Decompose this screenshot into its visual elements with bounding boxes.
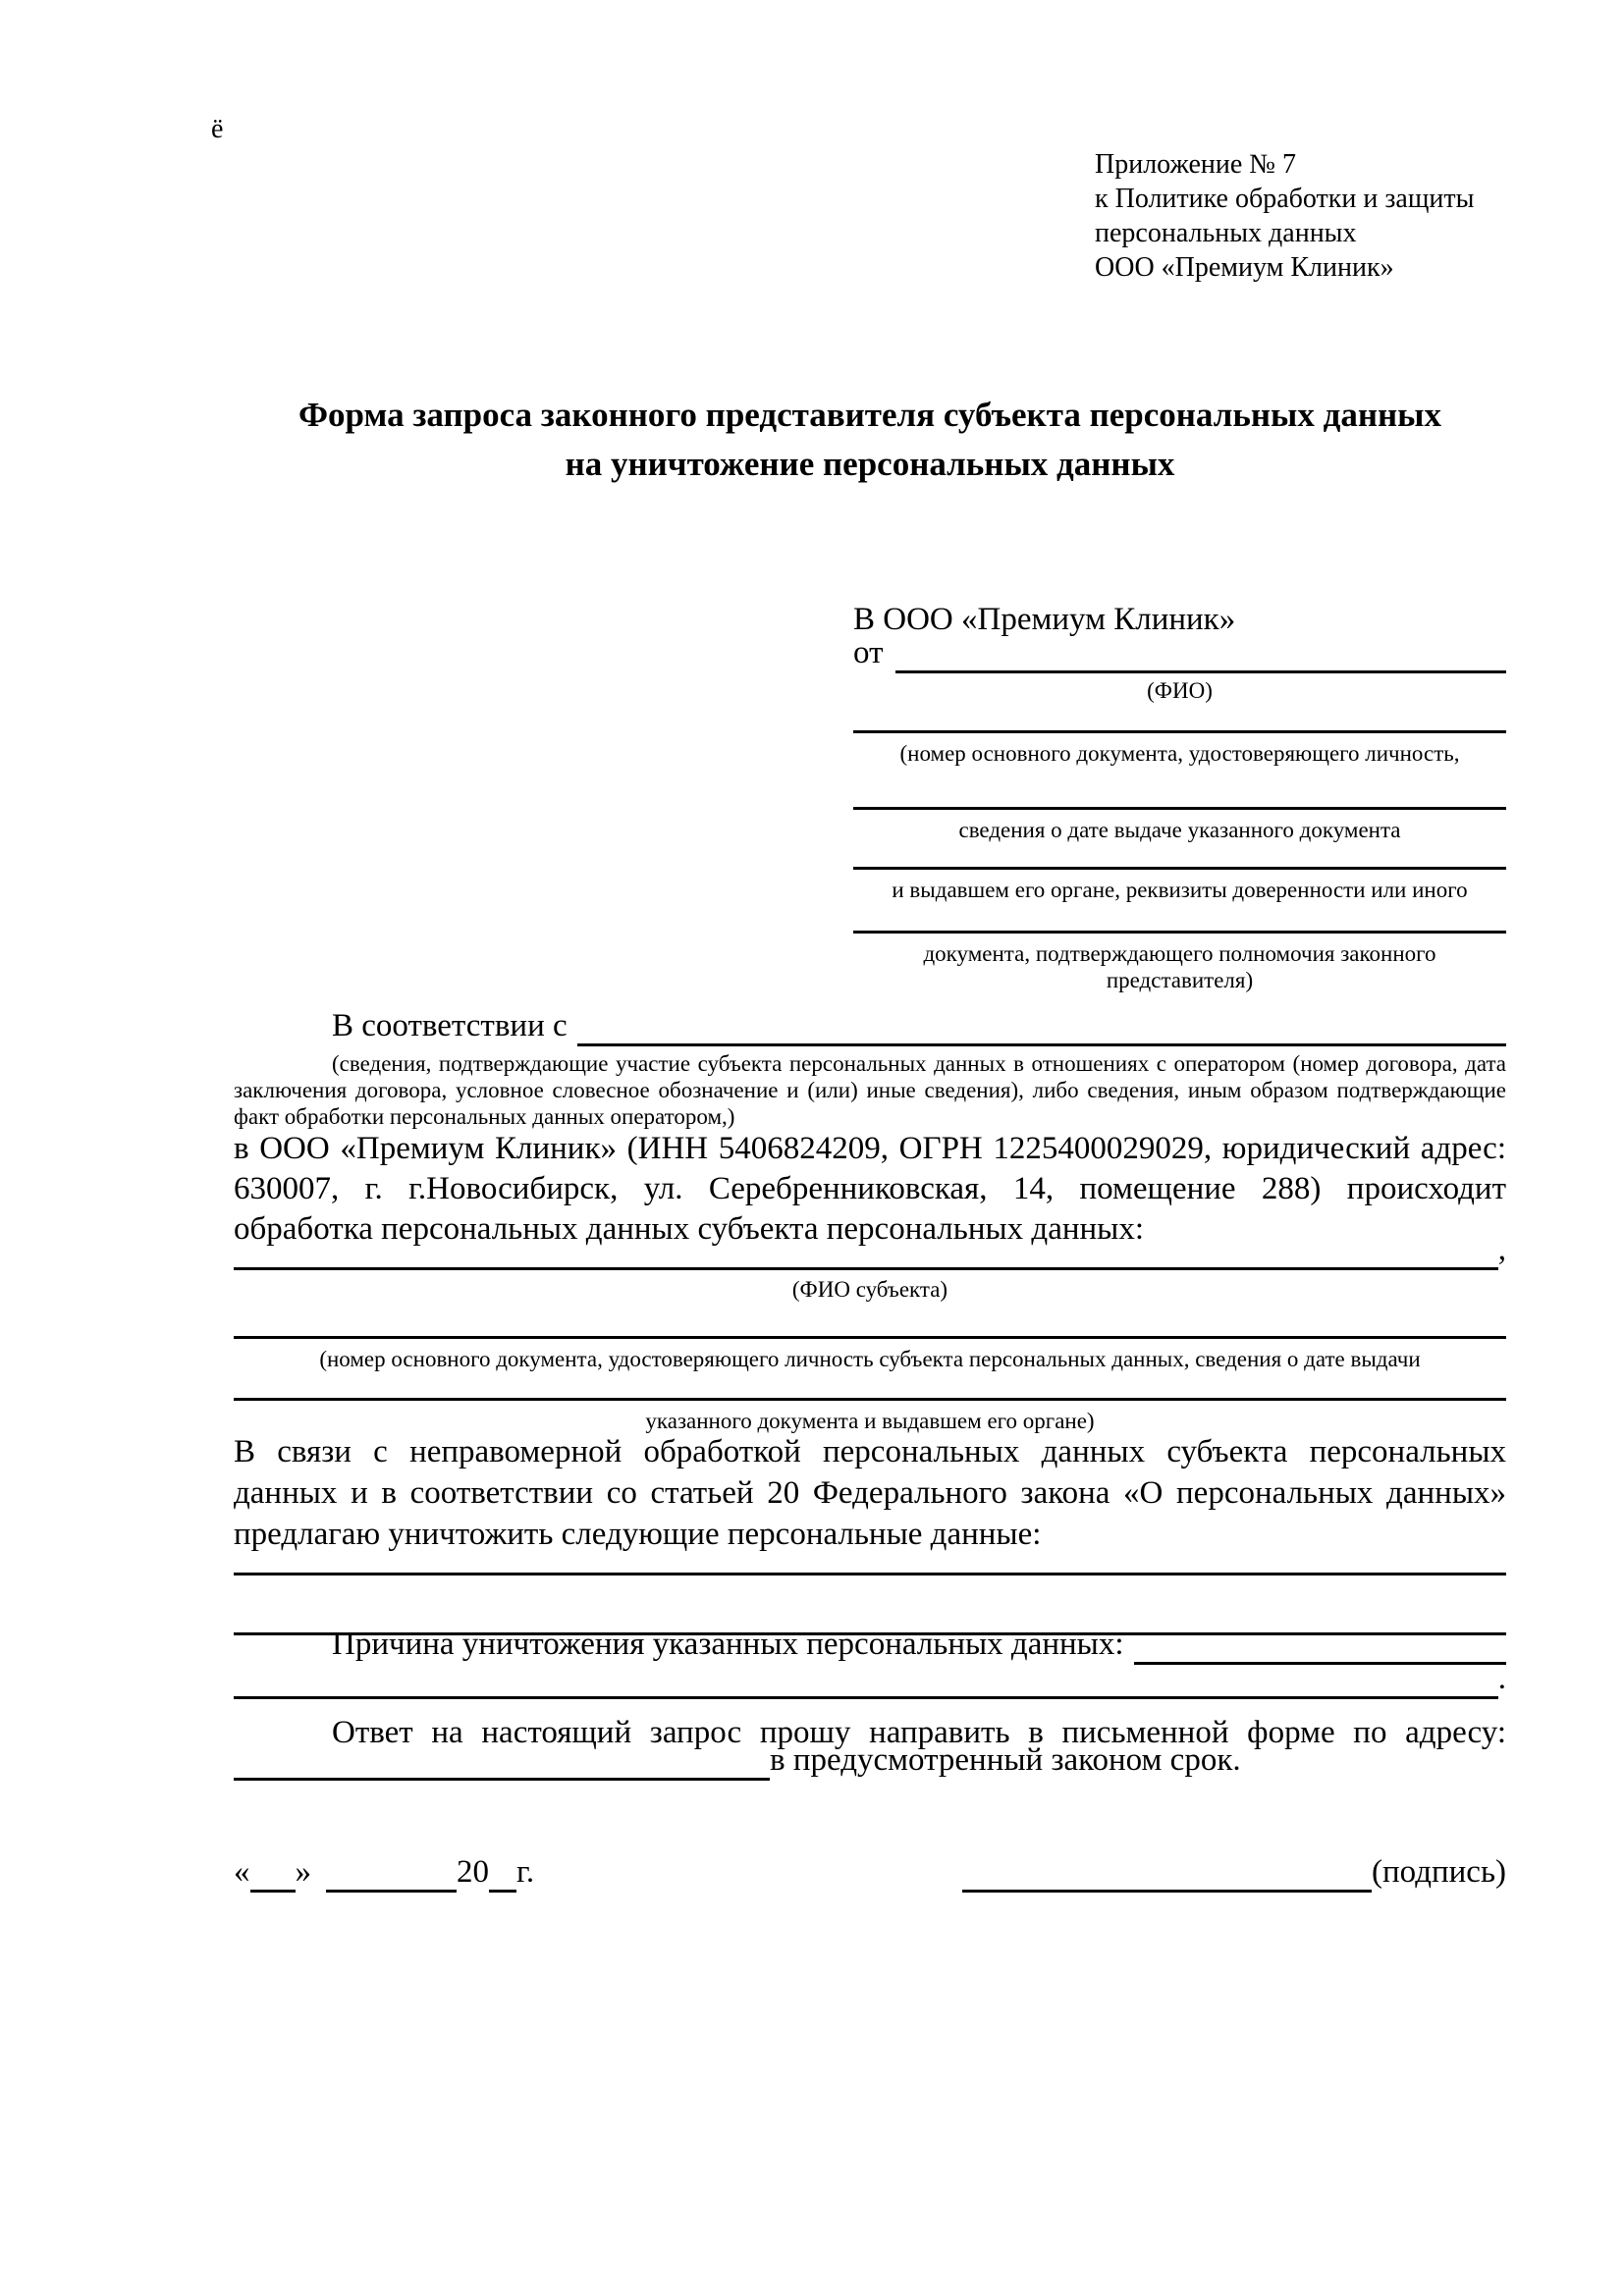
appendix-line: к Политике обработки и защиты	[1095, 184, 1475, 214]
subject-fio-blank-line	[234, 1267, 1498, 1270]
reply-tail: в предусмотренный законом срок.	[770, 1742, 1241, 1778]
appendix-block	[1095, 147, 1527, 285]
blank-line-caption: и выдавшем его органе, реквизиты доверенности или иного	[892, 878, 1468, 902]
blank-line	[853, 807, 1506, 810]
blank-line-caption: сведения о дате выдаче указанного документа	[958, 818, 1401, 842]
subject-fio-row	[234, 1232, 1506, 1270]
reply-sentence: Ответ на настоящий запрос прошу направить в письменной форме по адресу:	[332, 1715, 1506, 1750]
appendix-line: персональных данных	[1095, 218, 1357, 248]
signature-blank-line	[962, 1889, 1372, 1893]
blank-line	[853, 730, 1506, 733]
date-signature-row	[234, 1854, 1506, 1893]
document-title	[234, 391, 1506, 489]
from-label: от	[853, 635, 884, 670]
reason-blank-line2	[234, 1696, 1498, 1699]
blank-line-caption: (номер основного документа, удостоверяющего личность,	[899, 741, 1460, 766]
blank-line-caption: документа, подтверждающего полномочия законного представителя)	[923, 941, 1436, 992]
addressee-company: В ООО «Премиум Клиник»	[853, 602, 1236, 637]
accordance-note: (сведения, подтверждающие участие субъекта персональных данных в отношениях с оператором (номер договора, дата заключения договора, условное словесное обозначение и (или) иные сведения), либо сведения, иным образом подтверждающие факт обработки персональных данных оператором,)	[234, 1051, 1506, 1129]
document-title-line2: на уничтожение персональных данных	[565, 445, 1175, 483]
signature-group	[962, 1851, 1506, 1893]
accordance-blank-line	[577, 1043, 1506, 1046]
reason-blank-line	[1134, 1662, 1506, 1665]
appendix-line: Приложение № 7	[1095, 149, 1296, 180]
date-close-quote: »	[295, 1854, 311, 1890]
date-day-blank	[250, 1889, 296, 1893]
accordance-row	[234, 1008, 1506, 1046]
stray-character: ё	[211, 114, 224, 144]
subject-doc-caption: указанного документа и выдавшем его органе)	[645, 1409, 1095, 1433]
from-blank-line	[895, 670, 1507, 673]
reason-line-suffix: .	[1497, 1661, 1506, 1696]
appendix-line: ООО «Премиум Клиник»	[1095, 252, 1394, 283]
blank-line	[234, 1398, 1506, 1401]
from-row	[853, 635, 1506, 673]
reason-label: Причина уничтожения указанных персональных данных:	[332, 1627, 1124, 1662]
blank-line	[234, 1336, 1506, 1339]
blank-line	[853, 867, 1506, 870]
reason-continuation-row	[234, 1661, 1506, 1699]
date-open-quote: «	[234, 1854, 250, 1890]
document-title-line1: Форма запроса законного представителя субъекта персональных данных	[298, 396, 1441, 434]
operator-paragraph: в ООО «Премиум Клиник» (ИНН 5406824209, ОГРН 1225400029029, юридический адрес: 630007, г. г.Новосибирск, ул. Серебренниковская, 14, помещение 288) происходит обработка персональных данных субъекта персональных данных:	[234, 1131, 1506, 1247]
date-year-suffix: г.	[516, 1854, 535, 1890]
date-group	[234, 1851, 534, 1893]
date-year-blank	[489, 1889, 516, 1893]
subject-line-suffix: ,	[1497, 1232, 1506, 1267]
subject-fio-caption: (ФИО субъекта)	[791, 1277, 948, 1302]
subject-doc-caption: (номер основного документа, удостоверяющего личность субъекта персональных данных, сведения о дате выдачи	[319, 1347, 1421, 1371]
reason-row	[234, 1627, 1506, 1665]
address-blank-line	[234, 1778, 770, 1781]
request-paragraph: В связи с неправомерной обработкой персональных данных субъекта персональных данных и в соответствии со статьей 20 Федерального закона «О персональных данных» предлагаю уничтожить следующие персональные данные:	[234, 1434, 1506, 1552]
blank-line	[853, 931, 1506, 934]
signature-caption: (подпись)	[1372, 1854, 1506, 1890]
date-year-prefix: 20	[457, 1854, 489, 1890]
fio-caption: (ФИО)	[1147, 678, 1213, 703]
accordance-label: В соответствии с	[332, 1008, 568, 1043]
reply-address-row	[234, 1742, 1506, 1781]
blank-line	[234, 1573, 1506, 1575]
date-month-blank	[326, 1889, 457, 1893]
